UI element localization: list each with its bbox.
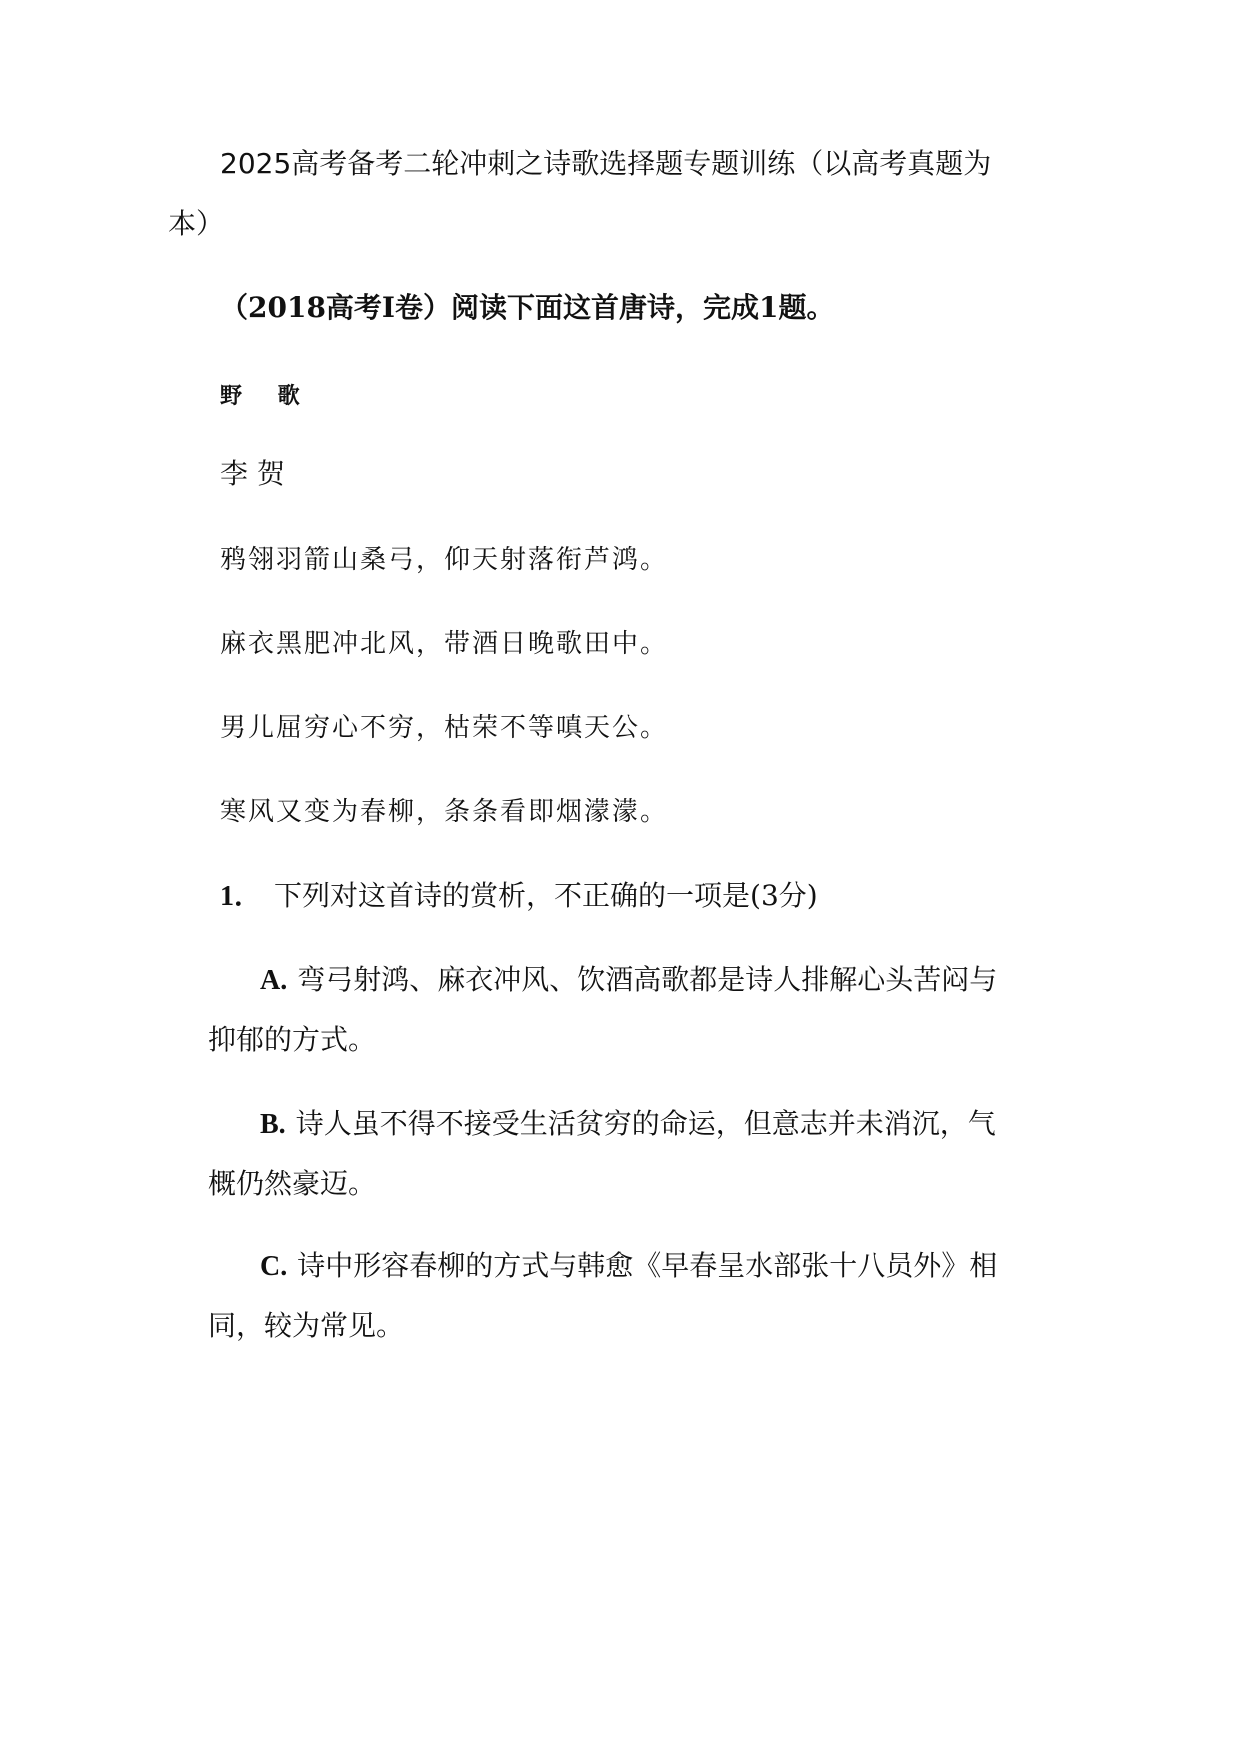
option-b-text: 诗人虽不得不接受生活贫穷的命运，但意志并未消沉，气 — [295, 1107, 996, 1140]
option-b-letter: B. — [260, 1109, 286, 1140]
option-a-line-2: 抑郁的方式。 — [208, 1023, 377, 1056]
option-b-line-2: 概仍然豪迈。 — [208, 1167, 377, 1200]
option-a-line-1 — [260, 962, 997, 999]
option-c-line-1 — [260, 1248, 997, 1285]
option-a-text: 弯弓射鸿、麻衣冲风、饮酒高歌都是诗人排解心头苦闷与 — [297, 963, 998, 996]
option-c-line-2: 同，较为常见。 — [208, 1309, 405, 1342]
option-a-letter: A. — [260, 965, 288, 996]
poem-title: 野 歌 — [220, 383, 314, 409]
poem-line-3: 男儿屈穷心不穷，枯荣不等嗔天公。 — [220, 713, 669, 743]
instruction-text: （2018高考Ⅰ卷）阅读下面这首唐诗，完成1题。 — [220, 291, 835, 324]
poem-line-2: 麻衣黑肥冲北风，带酒日晚歌田中。 — [220, 629, 669, 659]
option-b-line-1 — [260, 1106, 996, 1143]
question-1 — [220, 878, 818, 915]
poem-author: 李 贺 — [220, 457, 285, 490]
option-c-letter: C. — [260, 1251, 288, 1282]
doc-title-line-1: 2025高考备考二轮冲刺之诗歌选择题专题训练（以高考真题为 — [220, 147, 992, 180]
option-c-text: 诗中形容春柳的方式与韩愈《早春呈水部张十八员外》相 — [297, 1249, 998, 1282]
question-number: 1． — [220, 881, 263, 912]
question-text: 下列对这首诗的赏析，不正确的一项是(3分) — [274, 879, 818, 912]
poem-line-1: 鸦翎羽箭山桑弓，仰天射落衔芦鸿。 — [220, 545, 669, 575]
doc-title-line-2: 本） — [168, 207, 225, 240]
poem-line-4: 寒风又变为春柳，条条看即烟濛濛。 — [220, 797, 669, 827]
